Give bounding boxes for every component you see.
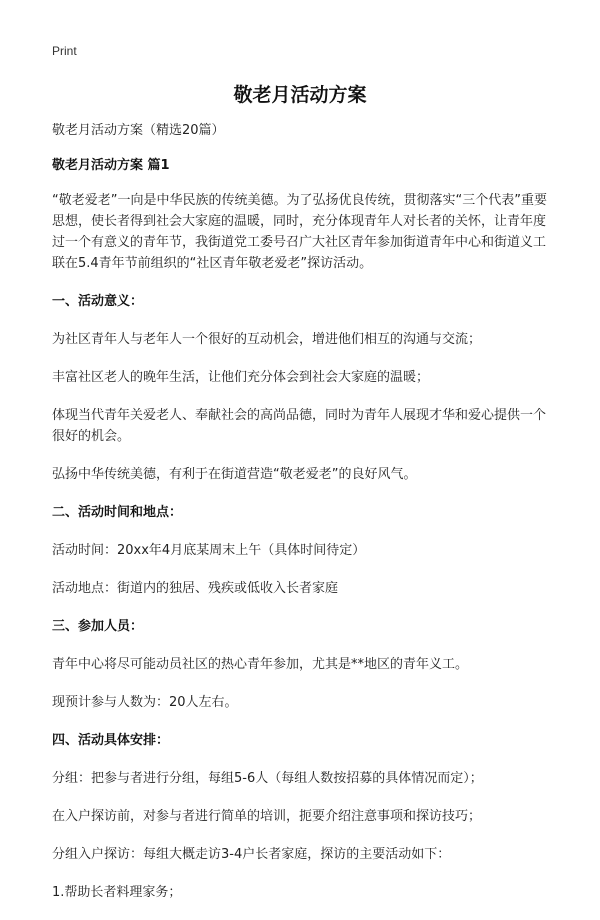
article-title: 敬老月活动方案 篇1 [52, 158, 170, 173]
paragraph: 为社区青年人与老年人一个很好的互动机会，增进他们相互的沟通与交流； [52, 332, 482, 347]
paragraph: 1.帮助长者料理家务； [52, 885, 182, 900]
paragraph: 弘扬中华传统美德，有利于在街道营造“敬老爱老”的良好风气。 [52, 467, 417, 482]
paragraph: 在入户探访前，对参与者进行简单的培训，扼要介绍注意事项和探访技巧； [52, 809, 482, 824]
paragraph: 活动时间：20xx年4月底某周末上午（具体时间待定） [52, 543, 366, 558]
section-heading-time-place: 二、活动时间和地点： [52, 505, 183, 520]
section-heading-participants: 三、参加人员： [52, 619, 144, 634]
page-title: 敬老月活动方案 [233, 84, 367, 106]
paragraph: 丰富社区老人的晚年生活，让他们充分体会到社会大家庭的温暖； [52, 370, 430, 385]
paragraph: 青年中心将尽可能动员社区的热心青年参加，尤其是**地区的青年义工。 [52, 657, 469, 672]
paragraph: 体现当代青年关爱老人、奉献社会的高尚品德，同时为青年人展现才华和爱心提供一个很好的机会。 [52, 408, 547, 444]
document-subtitle: 敬老月活动方案（精选20篇） [52, 123, 225, 138]
paragraph: 现预计参与人数为：20人左右。 [52, 695, 238, 710]
section-heading-significance: 一、活动意义： [52, 294, 144, 309]
paragraph: 分组：把参与者进行分组，每组5-6人（每组人数按招募的具体情况而定）； [52, 771, 483, 786]
document-body [52, 120, 548, 920]
section-heading-arrangement: 四、活动具体安排： [52, 733, 170, 748]
print-link[interactable]: Print [52, 44, 77, 58]
paragraph: 分组入户探访：每组大概走访3-4户长者家庭，探访的主要活动如下： [52, 847, 451, 862]
paragraph: 活动地点：街道内的独居、残疾或低收入长者家庭 [52, 581, 339, 596]
intro-paragraph: “敬老爱老”一向是中华民族的传统美德。为了弘扬优良传统，贯彻落实“三个代表”重要思想，使长者得到社会大家庭的温暖，同时，充分体现青年人对长者的关怀，让青年度过一个有意义的青年节，我街道党工委号召广大社区青年参加街道青年中心和街道义工联在5.4青年节前组织的“社区青年敬老爱老”探访活动。 [52, 193, 547, 271]
